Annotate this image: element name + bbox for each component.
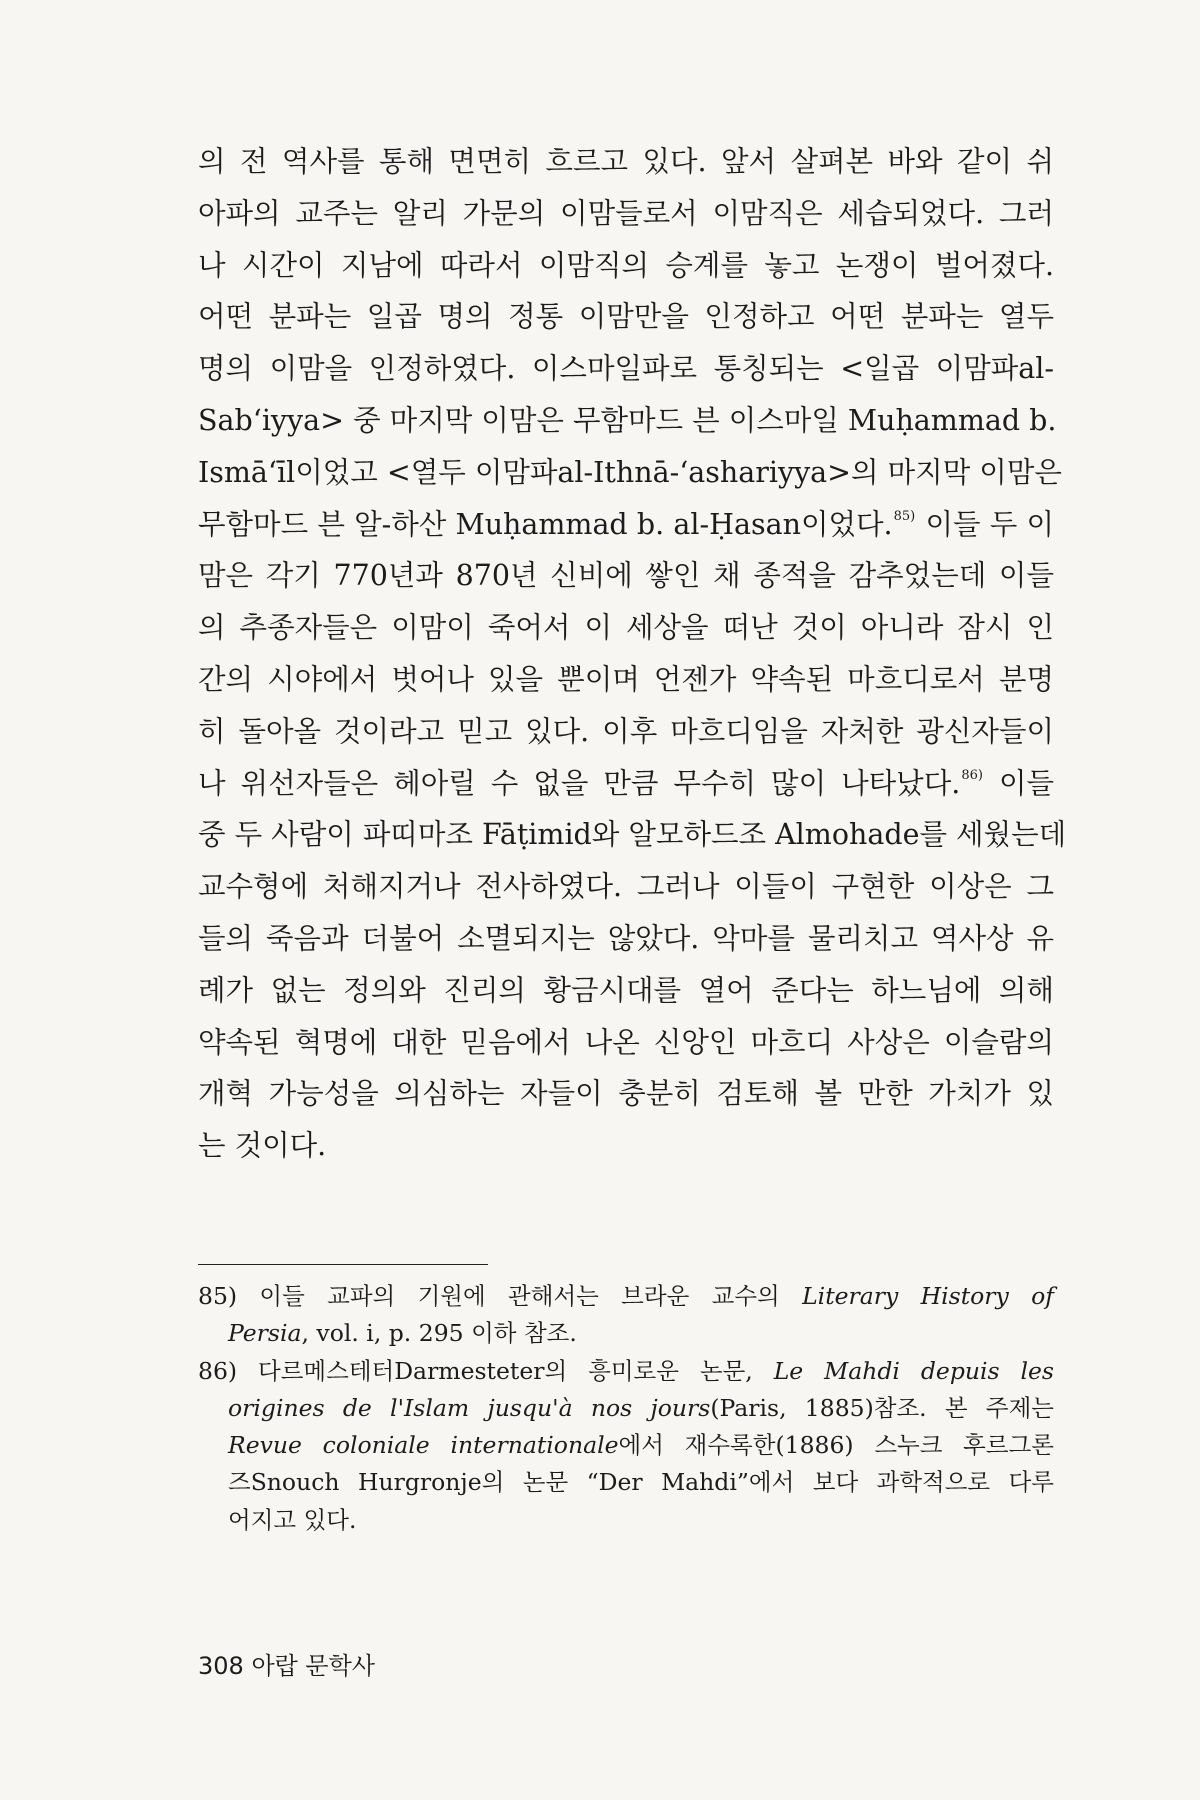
text-line: 는 것이다. [198,1129,327,1163]
text-line [198,758,1054,810]
text-line: 약속된 혁명에 대한 믿음에서 나온 신앙인 마흐디 사상은 이슬람의 [198,1025,1054,1059]
footnote-ref-85[interactable]: 85) [893,508,916,524]
text-line: 례가 없는 정의와 진리의 황금시대를 열어 준다는 하느님에 의해 [198,973,1054,1007]
text-line: 간의 시야에서 벗어나 있을 뿐이며 언젠가 약속된 마흐디로서 분명 [198,662,1054,696]
footnote-line [198,1353,1054,1390]
text-line: 아파의 교주는 알리 가문의 이맘들로서 이맘직은 세습되었다. 그러 [198,196,1054,230]
text-line: 의 전 역사를 통해 면면히 흐르고 있다. 앞서 살펴본 바와 같이 쉬 [198,145,1054,178]
footnote-line [198,1278,1054,1315]
text-line: 명의 이맘을 인정하였다. 이스마일파로 통칭되는 <일곱 이맘파al- [198,352,1054,386]
footnote-line [198,1390,1054,1427]
text-line: 나 시간이 지남에 따라서 이맘직의 승계를 놓고 논쟁이 벌어졌다. [198,248,1054,282]
text-line: 중 두 사람이 파띠마조 Fāṭimid와 알모하드조 Almohade를 세웠는데 [198,818,1067,852]
footnote-line: 즈Snouch Hurgronje의 논문 “Der Mahdi”에서 보다 과학적으로 다루 [228,1468,1054,1497]
footnotes [198,1278,1054,1539]
text-segment: 무함마드 븐 알-하산 Muḥammad b. al-Ḥasan이었다. [198,507,893,541]
text-line: 교수형에 처해지거나 전사하였다. 그러나 이들이 구현한 이상은 그 [198,870,1054,904]
footnote-text: 86) 다르메스테터Darmesteter의 흥미로운 논문, [198,1356,774,1385]
text-segment: 이들 [983,766,1055,800]
footnote-text: 에서 재수록한(1886) 스누크 후르그론 [618,1431,1054,1460]
text-line [198,499,1054,551]
text-line: 어떤 분파는 일곱 명의 정통 이맘만을 인정하고 어떤 분파는 열두 [198,300,1054,334]
footnote-text: (Paris, 1885)참조. 본 주제는 [710,1393,1054,1422]
footnote-line [198,1427,1054,1464]
text-line: Sab‘iyya> 중 마지막 이맘은 무함마드 븐 이스마일 Muḥammad b. [198,403,1057,437]
body-text [198,136,1067,1172]
text-line: 히 돌아올 것이라고 믿고 있다. 이후 마흐디임을 자처한 광신자들이 [198,714,1054,748]
footnote-text: 85) 이들 교파의 기원에 관해서는 브라운 교수의 [198,1282,803,1310]
page-footer: 308 아랍 문학사 [198,1652,375,1680]
text-line: 개혁 가능성을 의심하는 자들이 충분히 검토해 볼 만한 가치가 있 [198,1077,1054,1111]
footnote-line [198,1315,1054,1352]
footnote-86 [198,1353,1054,1539]
footnote-title: Le Mahdi depuis les [773,1356,1054,1385]
footnote-title: Persia [228,1319,302,1348]
footnote-title: Revue coloniale internationale [228,1431,619,1460]
footnote-divider [198,1264,488,1265]
footnote-ref-86[interactable]: 86) [961,767,983,783]
footnote-title: origines de l'Islam jusqu'à nos jours [228,1393,711,1422]
text-line: Ismā‘īl이었고 <열두 이맘파al-Ithnā-‘ashariyya>의 마지막 이맘은 [198,455,1062,489]
text-line: 맘은 각기 770년과 870년 신비에 쌓인 채 종적을 감추었는데 이들 [198,559,1054,593]
text-segment: 이들 두 이 [916,507,1054,541]
footnote-85 [198,1278,1054,1353]
footnote-text: , vol. i, p. 295 이하 참조. [301,1319,577,1348]
footnote-title: Literary History of [802,1282,1055,1310]
footnote-line: 어지고 있다. [228,1505,357,1534]
text-line: 들의 죽음과 더불어 소멸되지는 않았다. 악마를 물리치고 역사상 유 [198,921,1054,955]
text-line: 의 추종자들은 이맘이 죽어서 이 세상을 떠난 것이 아니라 잠시 인 [198,611,1054,645]
text-segment: 나 위선자들은 헤아릴 수 없을 만큼 무수히 많이 나타났다. [198,766,961,800]
